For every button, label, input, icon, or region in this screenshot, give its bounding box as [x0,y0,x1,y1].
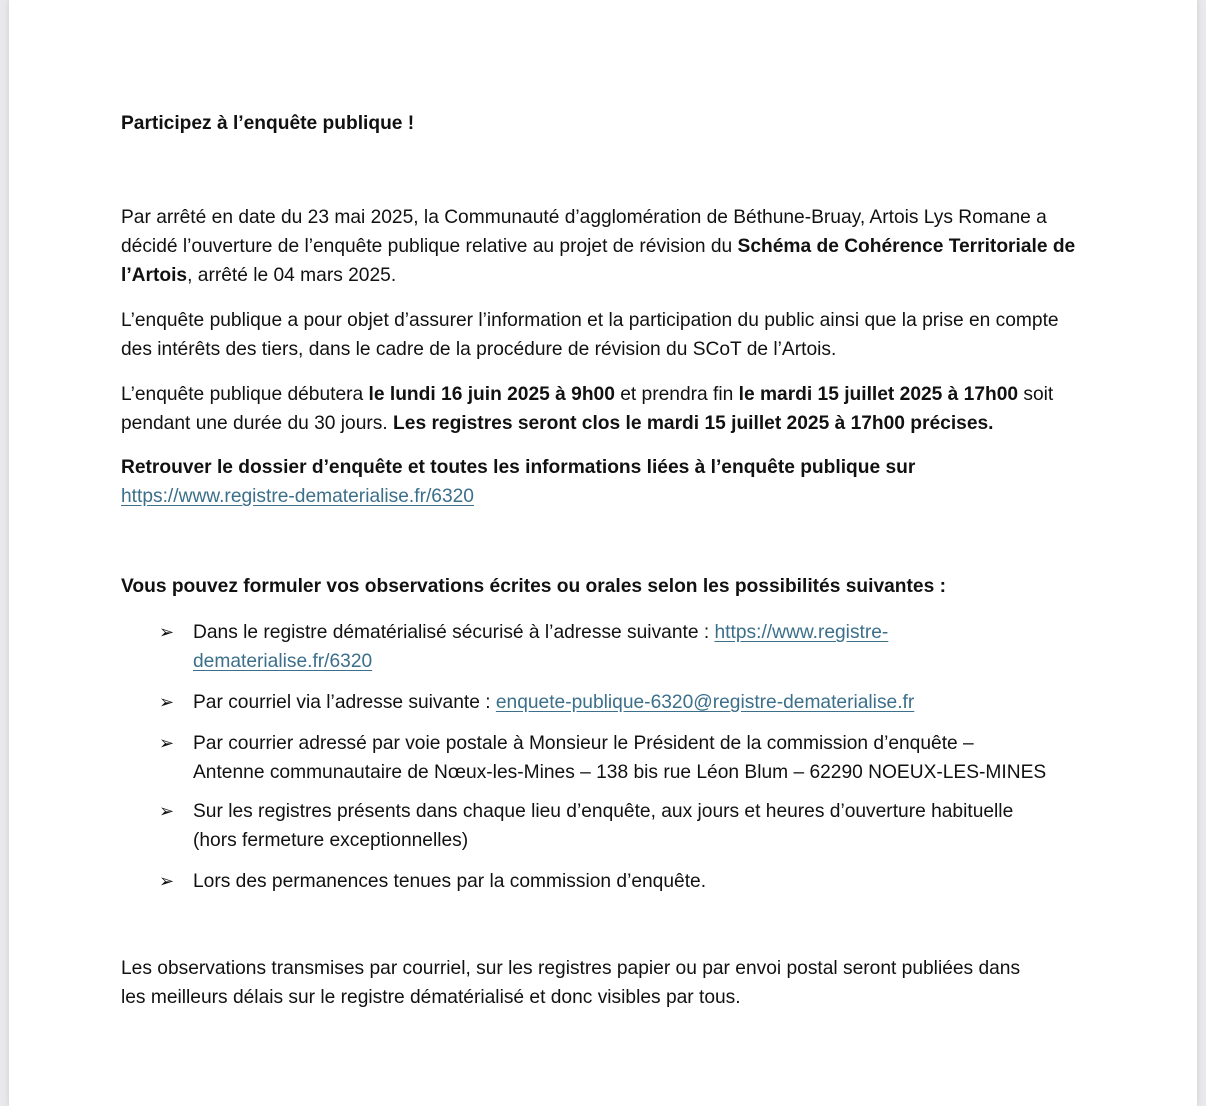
list-item-text [193,688,1091,717]
dates-text-2: et prendra fin [614,384,739,405]
item4-line2: (hors fermeture exceptionnelles) [193,830,469,851]
paragraph-publication [121,954,1091,1012]
arrow-bullet-icon: ➢ [159,733,175,753]
registre-link-part2[interactable]: dematerialise.fr/6320 [193,651,373,672]
paragraph-arrete-end: , arrêté le 04 mars 2025. [187,265,397,286]
registers-closing: Les registres seront clos le mardi 15 juillet 2025 à 17h00 précises. [393,413,994,434]
list-item-text [193,618,1091,676]
registre-link-part1[interactable]: https://www.registre- [714,622,889,643]
paragraph-dossier [121,453,1091,511]
dates-text-1: L’enquête publique débutera [121,384,369,405]
paragraph-arrete [121,203,1091,290]
item2-text: Par courriel via l’adresse suivante : [193,692,496,713]
arrow-bullet-icon: ➢ [159,801,175,821]
item1-text: Dans le registre dématérialisé sécurisé à l’adresse suivante : [193,622,715,643]
start-date: le lundi 16 juin 2025 à 9h00 [368,384,615,405]
list-item-text [193,797,1091,855]
arrow-bullet-icon: ➢ [159,622,175,642]
list-item-text [193,729,1091,787]
item3-line1: Par courrier adressé par voie postale à Monsieur le Président de la commission d’enquête – [193,733,974,754]
list-item-text: Lors des permanences tenues par la commission d’enquête. [193,871,707,892]
paragraph-dates [121,380,1091,438]
paragraph-objet: L’enquête publique a pour objet d’assurer l’information et la participation du public ainsi que la prise en compte des intérêts des tiers, dans le cadre de la procédure de révision du SCoT de l’Artois. [121,310,1059,360]
dates-text-3: soit pendant une durée du 30 jours. [121,384,1054,434]
dossier-text: Retrouver le dossier d’enquête et toutes les informations liées à l’enquête publique sur [121,457,916,478]
item3-line2: Antenne communautaire de Nœux-les-Mines – 138 bis rue Léon Blum – 62290 NOEUX-LES-MINES [193,762,1047,783]
item4-line1: Sur les registres présents dans chaque lieu d’enquête, aux jours et heures d’ouverture habituelle [193,801,1014,822]
document-title: Participez à l’enquête publique ! [121,113,415,134]
end-date: le mardi 15 juillet 2025 à 17h00 [738,384,1019,405]
publication-line2: les meilleurs délais sur le registre dématérialisé et donc visibles par tous. [121,987,741,1008]
registre-link[interactable]: https://www.registre-dematerialise.fr/6320 [121,486,474,507]
email-link[interactable]: enquete-publique-6320@registre-dematerialise.fr [495,692,915,713]
paragraph-arrete-text: Par arrêté en date du 23 mai 2025, la Communauté d’agglomération de Béthune-Bruay, Artois Lys Romane a décidé l’ouverture de l’enquête publique relative au projet de révision du [121,207,1047,257]
arrow-bullet-icon: ➢ [159,871,175,891]
document-page [9,0,1197,1106]
observations-heading: Vous pouvez formuler vos observations écrites ou orales selon les possibilités suivantes : [121,576,946,597]
arrow-bullet-icon: ➢ [159,692,175,712]
scot-name: Schéma de Cohérence Territoriale de l’Artois [121,236,1076,286]
publication-line1: Les observations transmises par courriel, sur les registres papier ou par envoi postal seront publiées dans [121,958,1021,979]
